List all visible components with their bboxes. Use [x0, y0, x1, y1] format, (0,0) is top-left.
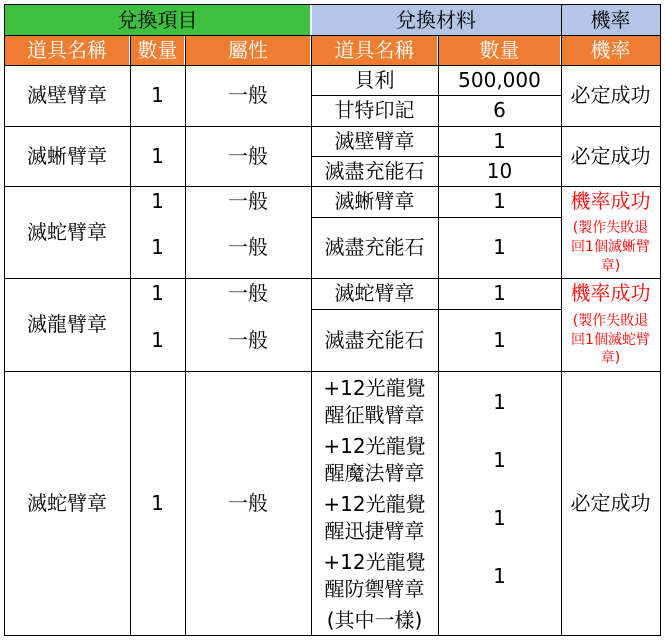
grid-line	[311, 35, 312, 636]
subheader-quantity: 數量	[130, 35, 185, 65]
row3-material-2-name: 滅盡充能石	[324, 235, 425, 259]
header-exchange-material: 兌換材料	[311, 5, 561, 35]
row4-material-1-qty: 1	[493, 281, 506, 305]
row1-material-1-qty: 500,000	[458, 67, 541, 92]
row1-rate: 必定成功	[570, 83, 651, 107]
row3-attribute-b: 一般	[228, 235, 268, 259]
row2-material-1-qty: 1	[493, 128, 506, 153]
row1-quantity: 1	[151, 83, 164, 107]
row4-attribute-b: 一般	[228, 327, 268, 352]
row5-material-3-qty: 1	[493, 505, 506, 530]
grid-line	[311, 156, 561, 157]
row2-material-2-name: 滅盡充能石	[324, 158, 425, 183]
material-name-line: +12光龍覺	[323, 550, 426, 574]
subheader-item-name: 道具名稱	[4, 35, 130, 65]
row2-rate: 必定成功	[570, 143, 651, 168]
header-border	[561, 5, 661, 35]
row1-material-1-name: 貝利	[354, 67, 395, 92]
row5-material-3-name	[311, 489, 438, 547]
subheader-attribute: 屬性	[185, 35, 311, 65]
row1-material-2-qty: 6	[493, 98, 506, 122]
material-name-line: +12光龍覺	[323, 434, 426, 458]
row3-attribute-a: 一般	[228, 189, 268, 213]
row4-quantity-a: 1	[151, 281, 164, 305]
row3-material-1-name: 滅蜥臂章	[334, 189, 415, 213]
row2-item-name: 滅蜥臂章	[27, 143, 107, 168]
row4-rate: 機率成功	[570, 281, 651, 305]
material-name-line: +12光龍覺	[323, 376, 426, 400]
row5-material-2-qty: 1	[493, 447, 506, 472]
grid-line	[561, 4, 562, 636]
row1-material-2-name: 甘特印記	[334, 98, 415, 122]
grid-line	[4, 371, 661, 372]
row3-item-name: 滅蛇臂章	[27, 219, 107, 244]
grid-line	[311, 309, 561, 310]
material-name-line: 醒魔法臂章	[324, 461, 425, 485]
row2-material-1-name: 滅壁臂章	[334, 128, 415, 153]
header-probability: 機率	[561, 5, 660, 35]
row5-materials-note: (其中一樣)	[326, 607, 423, 632]
rate-note-line: 章)	[600, 350, 621, 367]
material-name-line: +12光龍覺	[323, 492, 426, 516]
header-exchange-item: 兌換項目	[4, 5, 311, 35]
row4-item-name: 滅龍臂章	[27, 312, 107, 336]
row5-material-2-name	[311, 431, 438, 489]
material-name-line: 醒迅捷臂章	[324, 519, 425, 543]
subheader-material-name: 道具名稱	[311, 35, 438, 65]
row5-quantity: 1	[151, 490, 164, 515]
subheader-material-quantity: 數量	[438, 35, 561, 65]
grid-line	[130, 35, 131, 636]
row5-rate: 必定成功	[570, 490, 651, 515]
rate-note-line: 章)	[600, 257, 621, 274]
row1-attribute: 一般	[228, 83, 268, 107]
grid-line	[4, 278, 661, 279]
row3-material-1-qty: 1	[493, 189, 506, 213]
row5-item-name: 滅蛇臂章	[27, 490, 107, 515]
row3-rate-note	[561, 217, 660, 278]
rate-note-line: (製作失敗退	[572, 312, 649, 329]
row2-material-2-qty: 10	[486, 158, 513, 183]
row1-item-name: 滅壁臂章	[27, 83, 107, 107]
material-name-line: 醒防禦臂章	[324, 577, 425, 601]
row3-quantity-a: 1	[151, 189, 164, 213]
rate-note-line: 回1個滅蜥臂	[571, 239, 650, 256]
row4-attribute-a: 一般	[228, 281, 268, 305]
row3-quantity-b: 1	[151, 235, 164, 259]
row4-material-1-name: 滅蛇臂章	[334, 281, 415, 305]
row5-material-4-name	[311, 547, 438, 605]
rate-note-line: (製作失敗退	[572, 220, 649, 237]
grid-line	[4, 35, 661, 36]
row5-attribute: 一般	[228, 490, 268, 515]
row5-material-1-name	[311, 373, 438, 431]
grid-line	[4, 65, 661, 66]
row2-quantity: 1	[151, 143, 164, 168]
row4-material-2-qty: 1	[493, 327, 506, 352]
row3-rate: 機率成功	[570, 189, 651, 213]
grid-line	[311, 217, 561, 218]
grid-line	[438, 35, 439, 636]
row3-material-2-qty: 1	[493, 235, 506, 259]
row2-attribute: 一般	[228, 143, 268, 168]
grid-line	[4, 635, 661, 636]
grid-line	[4, 126, 661, 127]
row5-material-4-qty: 1	[493, 563, 506, 588]
grid-line	[4, 186, 661, 187]
subheader-probability: 機率	[561, 35, 660, 65]
grid-line	[4, 4, 661, 5]
grid-line	[185, 35, 186, 636]
row5-material-1-qty: 1	[493, 389, 506, 414]
grid-line	[4, 4, 5, 636]
row4-material-2-name: 滅盡充能石	[324, 327, 425, 352]
material-name-line: 醒征戰臂章	[324, 403, 425, 427]
grid-line	[660, 4, 661, 636]
grid-line	[311, 95, 561, 96]
row4-rate-note	[561, 309, 660, 371]
rate-note-line: 回1個滅蛇臂	[571, 331, 650, 348]
row4-quantity-b: 1	[151, 327, 164, 352]
